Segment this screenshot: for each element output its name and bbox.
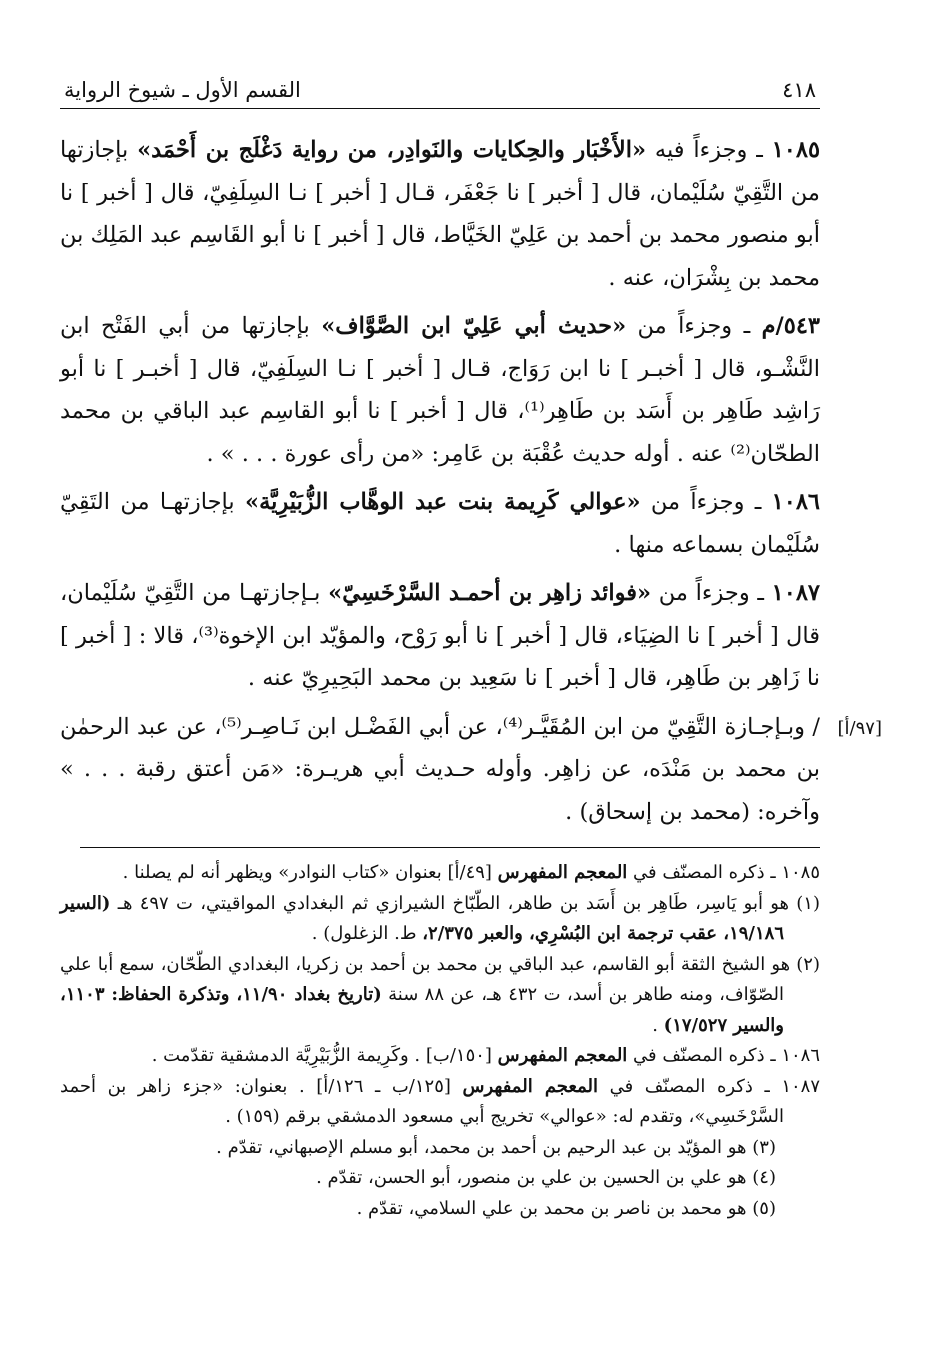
continuation-text: / وبـإجـازة التَّقِيّ من ابن المُقَيَّـر⁽⁴⁾، عن أبي الفَضْـل ابن نَـاصِـر⁽⁵⁾، عن عبد الرحمٰن بن محمد بن مَنْدَه، عن زاهِر. وأوله حـديث أبي هريـرة: «مَن أعتق رقبة . . . » وآخره: (محمد بن إسحاق) . — [60, 713, 820, 825]
entry-intro: ـ وجزءاً من — [651, 580, 772, 606]
entry-title: «الأَخْبَار والحِكايات والنَوادِر، من رواية دَغْلَج بن أَحْمَد» — [137, 137, 647, 163]
entry-intro: ـ وجزءاً من — [640, 489, 772, 515]
entry-1086 — [60, 481, 820, 566]
entry-1087 — [60, 572, 820, 700]
entry-number: ١٠٨٥ — [771, 137, 821, 163]
entry-number: ١٠٨٧ — [771, 580, 820, 606]
running-title: القسم الأول ـ شيوخ الرواية — [64, 78, 301, 102]
page-header — [60, 78, 820, 108]
footnote-3: (٣) هو المؤيّد بن عبد الرحيم بن أحمد بن محمد، أبو مسلم الإصبهاني، تقدّم . — [216, 1136, 776, 1158]
footnote-rule — [80, 847, 820, 848]
entry-title: «حديث أبي عَلِيّ ابن الصَّوَّاف» — [321, 313, 627, 339]
margin-folio-ref: [٩٧/أ] — [837, 717, 882, 739]
header-rule — [60, 108, 820, 109]
footnote-4: (٤) هو علي بن الحسين بن علي بن منصور، أبو الحسن، تقدّم . — [316, 1167, 776, 1188]
entry-title: «عوالي كَرِيمة بنت عبد الوهَّاب الزُّبَيْرِيَّة» — [245, 489, 641, 515]
footnote-1087: ١٠٨٧ ـ ذكره المصنّف في المعجم المفهرس [١٢٥/ب ـ ١٢٦/أ] . بعنوان: «جزء زاهر بن أحمد السَّرْخَسِي»، وتقدم له: «عوالي» تخريج أبي مسعود الدمشقي برقم (١٥٩) . — [60, 1075, 821, 1127]
entry-title: «فوائد زاهِر بن أحمـد السَّرْخَسِيّ» — [328, 580, 652, 606]
entry-543m — [60, 305, 820, 475]
footnote-1085: ١٠٨٥ ـ ذكره المصنّف في المعجم المفهرس [٤٩/أ] بعنوان «كتاب النوادر» ويظهر أنه لم يصلنا . — [122, 862, 820, 883]
entry-intro: ـ وجزءاً فيه — [646, 137, 772, 163]
entry-intro: ـ وجزءاً من — [626, 313, 762, 339]
entry-number: ١٠٨٦ — [771, 489, 821, 515]
entry-body: بإجازتهـا من التَقِيّ سُلَيْمان بسماعه منها . — [60, 489, 820, 558]
footnote-5: (٥) هو محمد بن ناصر بن محمد بن علي السلامي، تقدّم . — [356, 1197, 776, 1219]
entry-continuation — [60, 706, 882, 834]
entry-1085 — [60, 129, 820, 299]
entry-body: بـإجازتهـا من التَّقِيّ سُلَيْمان، قال [ أخبر ] نا الضِيَاء، قال [ أخبر ] نا أبو رَوْح، والمؤيّد ابن الإخوة⁽³⁾، قالا : [ أخبر ] نا زَاهِر بن طَاهِر، قال [ أخبر ] نا سَعِيد بن محمد البَحِيرِيّ عنه . — [60, 580, 820, 691]
entry-body: بإجازتها من أبي الفَتْح ابن النَّشْـو، قال [ أخبـر ] نا ابن رَوَاج، قـال [ أخبر ] نـا السِلَفِيّ، قال [ أخبـر ] نا أبو رَاشِد طَاهِر بن أَسَد بن طَاهِر⁽¹⁾، قال [ أخبر ] نا أبو القاسِم عبد الباقي بن محمد الطحّان⁽²⁾ عنه . أوله حديث عُقْبَة بن عَامِر: «من رأى عورة . . . » . — [60, 313, 820, 467]
book-page — [60, 78, 882, 1224]
entry-number: ٥٤٣/م — [761, 313, 821, 339]
footnote-1086: ١٠٨٦ ـ ذكره المصنّف في المعجم المفهرس [١٥٠/ب] . وكَرِيمة الزُّبَيْرِيَّة الدمشقية تقدّمت . — [151, 1045, 820, 1066]
footnote-2: (٢) هو الشيخ الثقة أبو القاسم، عبد الباقي بن محمد بن أحمد بن زكريا، البغدادي الطّحّان، سمع أبا علي الصّوّاف، ومنه طاهر بن أسد، ت ٤٣٢ هـ، عن ٨٨ سنة (تاريخ بغداد ١١/٩٠، وتذكرة الحفاظ: ١١٠٣، والسير ١٧/٥٢٧) . — [60, 953, 820, 1036]
footnote-1: (١) هو أبو يَاسِر، طَاهِر بن أَسَد بن طاهر، الطّبّاخ الشيرازي ثم البغدادي المواقيتي، ت ٤٩٧ هـ (السير ١٩/١٨٦، عقب ترجمة ابن البُسْرِي، والعبر ٢/٣٧٥، ط. الزغلول) . — [60, 892, 820, 944]
footnotes — [60, 858, 820, 1224]
entry-body: بإجازتها من التَّقِيّ سُلَيْمان، قال [ أخبر ] نا جَعْفَر، قـال [ أخبر ] نـا السِلَفِيّ، قال [ أخبر ] نا أبو منصور محمد بن أحمد بن عَلِيّ الخَيَّاط، قال [ أخبر ] نا أبو القَاسِم عبد المَلِك بن محمد بن بِشْرَان، عنه . — [60, 137, 820, 291]
page-number: ٤١٨ — [782, 78, 816, 102]
